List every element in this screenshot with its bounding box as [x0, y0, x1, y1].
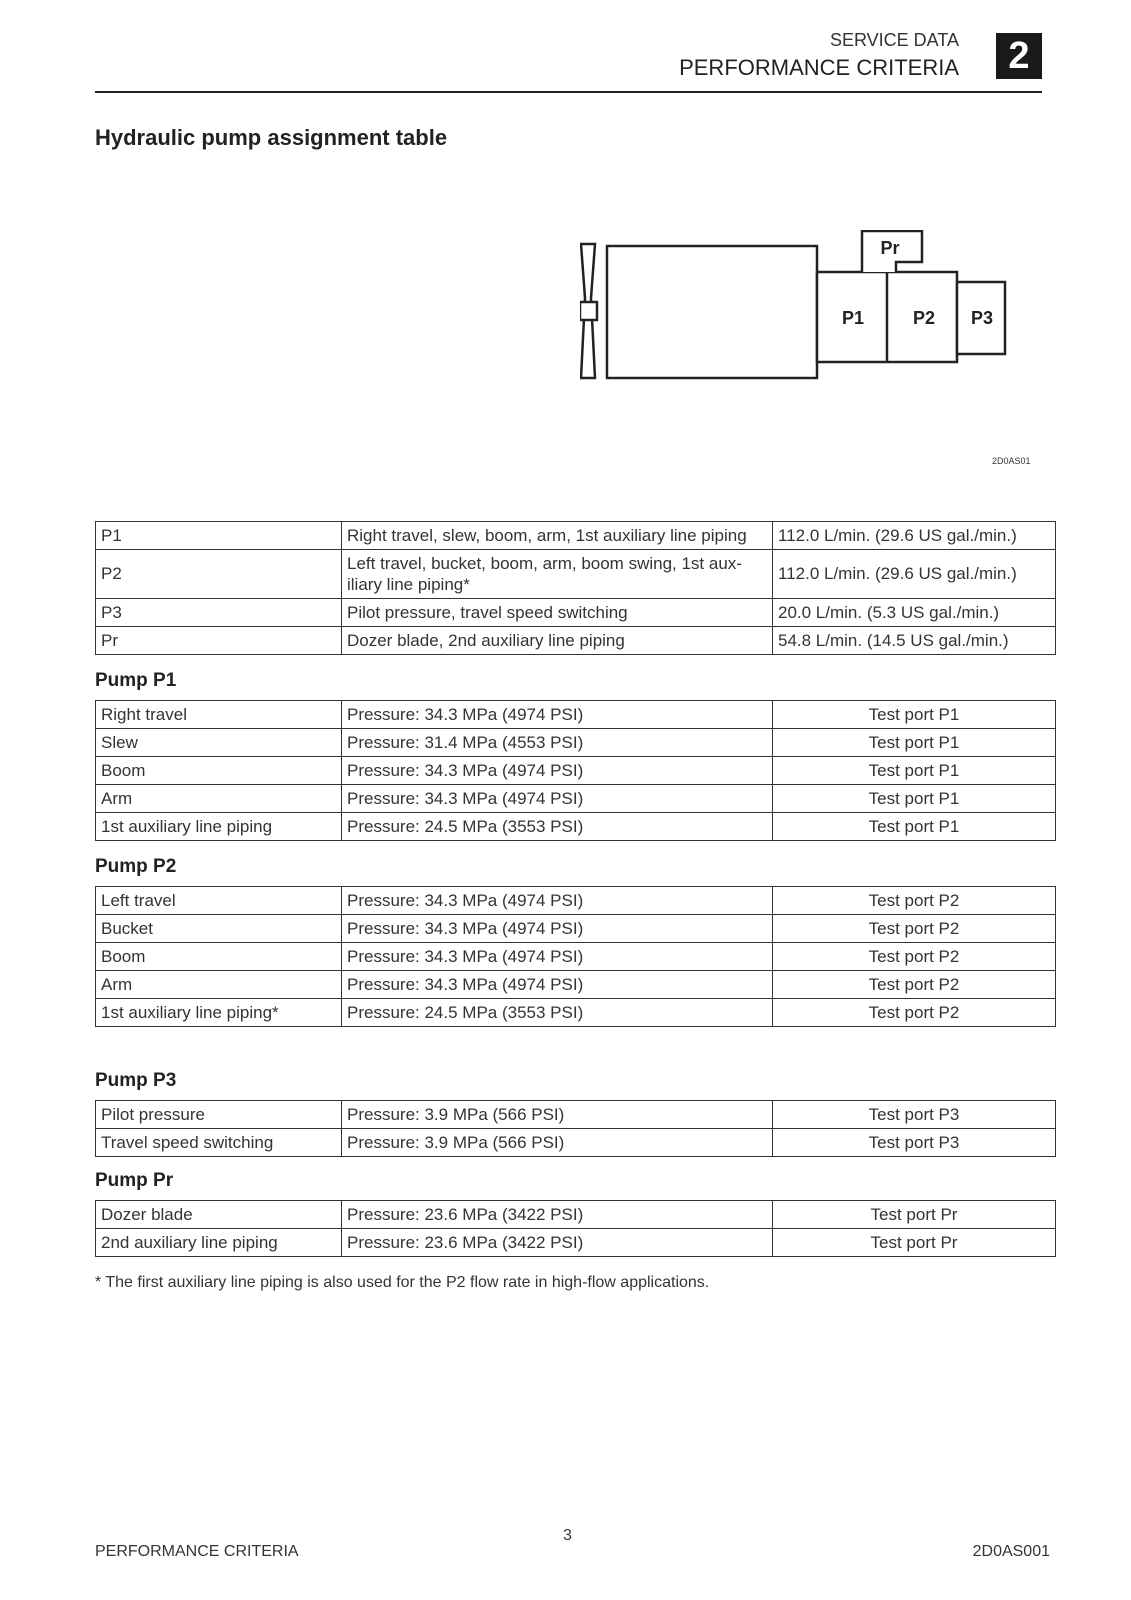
header-section: SERVICE DATA	[829, 30, 959, 50]
table-row	[96, 701, 1056, 729]
pump-assignment-table	[95, 521, 1056, 655]
pump-diagram	[580, 230, 1040, 400]
diagram-label-p1: P1	[841, 308, 865, 328]
pump-cell: P3	[96, 599, 342, 627]
table-row	[96, 1101, 1056, 1129]
document-code: 2D0AS001	[972, 1543, 1050, 1560]
pressure-cell: Pressure: 23.6 MPa (3422 PSI)	[342, 1229, 773, 1257]
test-port-cell: Test port P1	[773, 757, 1056, 785]
function-cell: 2nd auxiliary line piping	[96, 1229, 342, 1257]
function-cell: Bucket	[96, 915, 342, 943]
test-port-cell: Test port P2	[773, 943, 1056, 971]
test-port-cell: Test port P1	[773, 813, 1056, 841]
table-row	[96, 599, 1056, 627]
diagram-code: 2D0AS01	[992, 456, 1031, 466]
table-row	[96, 785, 1056, 813]
function-cell: Dozer blade	[96, 1201, 342, 1229]
chapter-number-badge: 2	[996, 33, 1042, 79]
test-port-cell: Test port P2	[773, 999, 1056, 1027]
function-cell: Slew	[96, 729, 342, 757]
flow-cell: 112.0 L/min. (29.6 US gal./min.)	[773, 550, 1056, 599]
pump-cell: P1	[96, 522, 342, 550]
test-port-cell: Test port P2	[773, 971, 1056, 999]
footer-section: PERFORMANCE CRITERIA	[95, 1543, 299, 1560]
flow-cell: 54.8 L/min. (14.5 US gal./min.)	[773, 627, 1056, 655]
table-row	[96, 729, 1056, 757]
page-title: Hydraulic pump assignment table	[95, 125, 448, 150]
pressure-cell: Pressure: 34.3 MPa (4974 PSI)	[342, 757, 773, 785]
pressure-cell: Pressure: 24.5 MPa (3553 PSI)	[342, 999, 773, 1027]
pressure-cell: Pressure: 34.3 MPa (4974 PSI)	[342, 971, 773, 999]
function-cell: Right travel	[96, 701, 342, 729]
pump-p1-table	[95, 700, 1056, 841]
diagram-label-p2: P2	[912, 308, 936, 328]
pump-pr-table	[95, 1200, 1056, 1257]
pump-p2-table	[95, 886, 1056, 1027]
pressure-cell: Pressure: 24.5 MPa (3553 PSI)	[342, 813, 773, 841]
diagram-label-p3: P3	[970, 308, 994, 328]
pressure-cell: Pressure: 34.3 MPa (4974 PSI)	[342, 887, 773, 915]
test-port-cell: Test port P3	[773, 1129, 1056, 1157]
table-row	[96, 813, 1056, 841]
diagram-label-pr: Pr	[880, 238, 900, 258]
table-row	[96, 1229, 1056, 1257]
function-cell: Pilot pressure	[96, 1101, 342, 1129]
pump-p2-title: Pump P2	[95, 856, 177, 877]
pressure-cell: Pressure: 34.3 MPa (4974 PSI)	[342, 785, 773, 813]
lines-cell: Right travel, slew, boom, arm, 1st auxiliary line piping	[342, 522, 773, 550]
pressure-cell: Pressure: 23.6 MPa (3422 PSI)	[342, 1201, 773, 1229]
pressure-cell: Pressure: 34.3 MPa (4974 PSI)	[342, 915, 773, 943]
pump-p3-table	[95, 1100, 1056, 1157]
test-port-cell: Test port P1	[773, 729, 1056, 757]
flow-cell: 20.0 L/min. (5.3 US gal./min.)	[773, 599, 1056, 627]
function-cell: Boom	[96, 757, 342, 785]
function-cell: 1st auxiliary line piping	[96, 813, 342, 841]
function-cell: Boom	[96, 943, 342, 971]
page-number: 3	[563, 1527, 572, 1544]
pressure-cell: Pressure: 34.3 MPa (4974 PSI)	[342, 701, 773, 729]
header-subsection: PERFORMANCE CRITERIA	[679, 55, 959, 80]
lines-cell: Dozer blade, 2nd auxiliary line piping	[342, 627, 773, 655]
pressure-cell: Pressure: 31.4 MPa (4553 PSI)	[342, 729, 773, 757]
pressure-cell: Pressure: 3.9 MPa (566 PSI)	[342, 1129, 773, 1157]
function-cell: 1st auxiliary line piping*	[96, 999, 342, 1027]
test-port-cell: Test port Pr	[773, 1229, 1056, 1257]
pump-cell: P2	[96, 550, 342, 599]
table-row	[96, 1129, 1056, 1157]
table-row	[96, 999, 1056, 1027]
pump-cell: Pr	[96, 627, 342, 655]
table-row	[96, 757, 1056, 785]
table-row	[96, 1201, 1056, 1229]
pump-p3-title: Pump P3	[95, 1070, 177, 1091]
pressure-cell: Pressure: 34.3 MPa (4974 PSI)	[342, 943, 773, 971]
function-cell: Travel speed switching	[96, 1129, 342, 1157]
table-row	[96, 887, 1056, 915]
test-port-cell: Test port P3	[773, 1101, 1056, 1129]
pump-pr-title: Pump Pr	[95, 1170, 174, 1191]
function-cell: Arm	[96, 971, 342, 999]
function-cell: Left travel	[96, 887, 342, 915]
lines-cell: Pilot pressure, travel speed switching	[342, 599, 773, 627]
table-row	[96, 550, 1056, 599]
test-port-cell: Test port P1	[773, 701, 1056, 729]
lines-cell: Left travel, bucket, boom, arm, boom swing, 1st aux-iliary line piping*	[342, 550, 773, 599]
table-row	[96, 971, 1056, 999]
table-row	[96, 915, 1056, 943]
header-divider	[95, 91, 1042, 93]
flow-cell: 112.0 L/min. (29.6 US gal./min.)	[773, 522, 1056, 550]
table-row	[96, 627, 1056, 655]
table-row	[96, 522, 1056, 550]
test-port-cell: Test port P2	[773, 887, 1056, 915]
engine-body	[607, 246, 817, 378]
footnote: * The first auxiliary line piping is also used for the P2 flow rate in high-flow applications.	[95, 1274, 710, 1291]
pump-p1-title: Pump P1	[95, 670, 177, 691]
test-port-cell: Test port P1	[773, 785, 1056, 813]
pressure-cell: Pressure: 3.9 MPa (566 PSI)	[342, 1101, 773, 1129]
test-port-cell: Test port Pr	[773, 1201, 1056, 1229]
test-port-cell: Test port P2	[773, 915, 1056, 943]
table-row	[96, 943, 1056, 971]
function-cell: Arm	[96, 785, 342, 813]
fan-hub-icon	[580, 302, 597, 320]
